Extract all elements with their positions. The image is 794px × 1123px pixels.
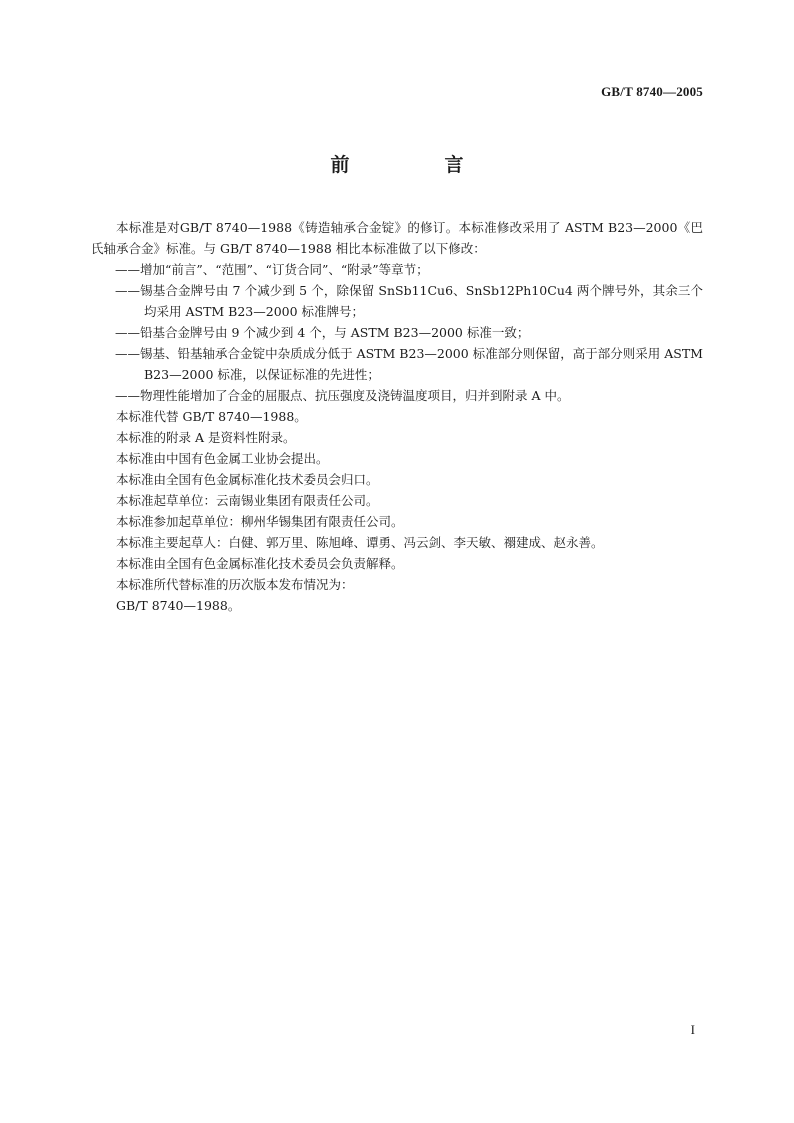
intro-paragraph: 本标准是对GB/T 8740—1988《铸造轴承合金锭》的修订。本标准修改采用了 ASTM B23—2000《巴氏轴承合金》标准。与 GB/T 8740—1988 相比本标准做了以下修改： — [91, 220, 703, 256]
foreword-body — [91, 217, 703, 616]
change-item: ——铅基合金牌号由 9 个减少到 4 个，与 ASTM B23—2000 标准一致； — [115, 325, 530, 340]
statement-line: 本标准起草单位：云南锡业集团有限责任公司。 — [116, 493, 379, 508]
statement-line: 本标准主要起草人：白健、郭万里、陈旭峰、谭勇、冯云剑、李天敏、禤建成、赵永善。 — [116, 535, 604, 550]
standard-code: GB/T 8740—2005 — [601, 84, 703, 99]
statement-line: 本标准由全国有色金属标准化技术委员会负责解释。 — [116, 556, 404, 571]
change-item: ——锡基、铅基轴承合金锭中杂质成分低于 ASTM B23—2000 标准部分则保留，高于部分则采用 ASTM B23—2000 标准，以保证标准的先进性； — [115, 346, 703, 382]
change-item: ——增加“前言”、“范围”、“订货合同”、“附录”等章节； — [115, 262, 429, 277]
statement-line: 本标准由全国有色金属标准化技术委员会归口。 — [116, 472, 379, 487]
statement-line: 本标准参加起草单位：柳州华锡集团有限责任公司。 — [116, 514, 404, 529]
statement-line: 本标准由中国有色金属工业协会提出。 — [116, 451, 329, 466]
statement-line: 本标准代替 GB/T 8740—1988。 — [116, 409, 307, 424]
statement-line: 本标准所代替标准的历次版本发布情况为： — [116, 577, 354, 592]
change-item: ——锡基合金牌号由 7 个减少到 5 个，除保留 SnSb11Cu6、SnSb12Ph10Cu4 两个牌号外，其余三个均采用 ASTM B23—2000 标准牌号； — [115, 283, 703, 319]
history-line: GB/T 8740—1988。 — [116, 598, 241, 613]
statements-list — [91, 406, 703, 595]
page-title: 前 言 — [330, 154, 502, 176]
changes-list — [91, 259, 703, 406]
statement-line: 本标准的附录 A 是资料性附录。 — [116, 430, 296, 445]
page-number: I — [690, 1022, 695, 1037]
change-item: ——物理性能增加了合金的屈服点、抗压强度及浇铸温度项目，归并到附录 A 中。 — [115, 388, 570, 403]
